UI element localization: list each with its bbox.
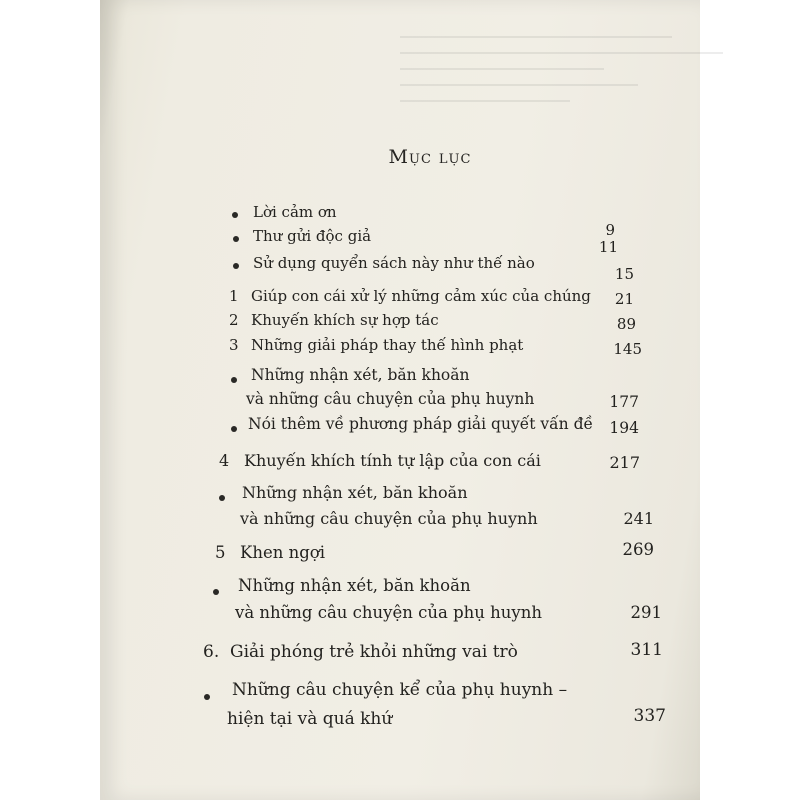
toc-entry-page: 241 (623, 509, 654, 528)
toc-entry-title: Sử dụng quyển sách này như thế nào (253, 254, 535, 272)
bullet (232, 212, 238, 218)
bullet (231, 426, 237, 432)
chapter-number: 1 (229, 287, 239, 305)
toc-entry-title-line1: Những câu chuyện kể của phụ huynh – (232, 680, 568, 700)
bullet (231, 377, 237, 383)
toc-entry-title: Khen ngợi (240, 543, 325, 562)
toc-entry-title: Thư gửi độc giả (253, 227, 372, 245)
toc-entry-title-line1: Những nhận xét, băn khoăn (238, 576, 471, 595)
toc-entry-page: 9 (605, 221, 615, 239)
bullet (204, 694, 210, 700)
toc-entry-page: 337 (633, 706, 666, 726)
bullet (233, 236, 239, 242)
toc-entry-title: Nói thêm về phương pháp giải quyết vấn đề (248, 415, 594, 433)
toc-entry-page: 89 (616, 315, 636, 333)
chapter-number: 6. (203, 642, 220, 662)
toc-entry-title-line1: Những nhận xét, băn khoăn (251, 366, 470, 384)
toc-entry-title-line2: và những câu chuyện của phụ huynh (235, 603, 542, 622)
toc-entry-page: 269 (622, 540, 654, 559)
chapter-number: 5 (215, 543, 226, 562)
toc-entry-title: Khuyến khích sự hợp tác (251, 311, 439, 329)
chapter-number: 4 (219, 451, 230, 470)
toc-entry-title: Khuyến khích tính tự lập của con cái (244, 451, 541, 470)
toc-entry-page: 217 (609, 453, 640, 472)
chapter-number: 2 (229, 311, 239, 329)
toc-entry-page: 145 (613, 340, 642, 358)
toc-entry-title: Lời cảm ơn (253, 203, 337, 221)
toc-entry-title: Giải phóng trẻ khỏi những vai trò (230, 642, 518, 662)
toc-entry-page: 177 (609, 393, 639, 411)
toc-entry-page: 291 (630, 603, 662, 622)
bullet (233, 263, 239, 269)
toc-entry-title-line2: và những câu chuyện của phụ huynh (246, 390, 535, 408)
toc-entry-title-line1: Những nhận xét, băn khoăn (242, 483, 468, 502)
toc-entry-page: 194 (609, 419, 639, 437)
bullet (213, 589, 219, 595)
toc-entry-title-line2: hiện tại và quá khứ (227, 709, 393, 729)
toc-entry-page: 11 (598, 238, 618, 256)
show-through-text (400, 22, 740, 152)
toc-entry-title: Những giải pháp thay thế hình phạt (251, 336, 524, 354)
chapter-number: 3 (229, 336, 239, 354)
bullet (219, 495, 225, 501)
toc-entry-page: 21 (614, 290, 634, 308)
toc-entry-title: Giúp con cái xử lý những cảm xúc của chúng (251, 287, 591, 305)
toc-entry-page: 311 (630, 640, 663, 660)
toc-entry-page: 15 (614, 265, 634, 283)
toc-entry-title-line2: và những câu chuyện của phụ huynh (240, 509, 538, 528)
toc-title: Mục lục (388, 146, 472, 168)
